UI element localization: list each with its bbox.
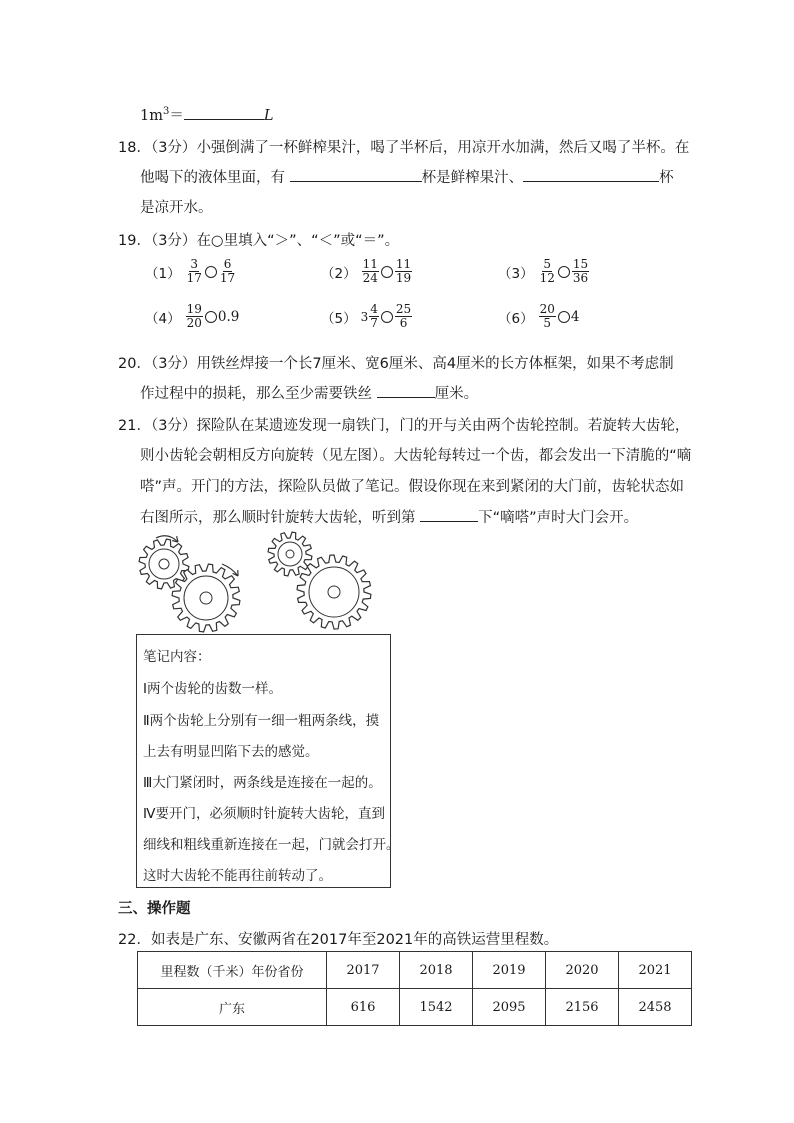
q19-item-1: （1） $\frac{3}{17}$ $\frac{6}{17}$: [145, 257, 236, 285]
q19-line1: [118, 229, 399, 250]
q21-line2: 则小齿轮会朝相反方向旋转（见左图）。大齿轮每转过一个齿，都会发出一下清脆的“嘀: [140, 448, 692, 464]
q20-answer-blank[interactable]: [377, 383, 435, 398]
q21-number: 21．: [118, 418, 151, 434]
q22-text: 如表是广东、安徽两省在2017年至2021年的高铁运营里程数。: [150, 932, 559, 948]
q18-juice-blank[interactable]: [290, 167, 422, 182]
notes-item-4b: 细线和粗线重新连接在一起，门就会打开。: [143, 837, 400, 853]
year-header: 2018: [400, 952, 473, 989]
q18-text: 小强倒满了一杯鲜榨果汁，喝了半杯后，用凉开水加满，然后又喝了半杯。在: [196, 140, 690, 156]
q21-text: 探险队在某遗迹发现一扇铁门，门的开与关由两个齿轮控制。若旋转大齿轮，: [196, 418, 690, 434]
q17-answer-blank[interactable]: [184, 105, 264, 120]
table-corner-header: 里程数（千米）年份省份: [138, 952, 327, 989]
q22-line1: [118, 928, 558, 949]
q19-score: （3分）: [150, 233, 197, 249]
large-gear-icon: [297, 555, 371, 629]
notes-item-2a: Ⅱ两个齿轮上分别有一细一粗两条线，摸: [143, 713, 380, 729]
q19-item-6: （6） $\frac{20}{5}$ 4: [498, 302, 580, 330]
q20-number: 20．: [118, 356, 151, 372]
q22-number: 22．: [118, 932, 151, 948]
fraction: $\frac{6}{17}$: [219, 257, 236, 285]
q20-line2: 作过程中的损耗，那么至少需要铁丝 厘米。: [140, 382, 478, 403]
q17-equals: ＝: [169, 108, 184, 124]
gears-illustration: [134, 530, 374, 634]
table-header-row: [138, 952, 692, 989]
q20-score: （3分）: [150, 356, 197, 372]
fraction: $\frac{15}{36}$: [572, 257, 589, 285]
q18-line1: [118, 136, 689, 157]
q21-answer-blank[interactable]: [420, 507, 478, 522]
q21-line4: 右图所示，那么顺时针旋转大齿轮，听到第 下“嘀嗒”声时大门会开。: [140, 506, 638, 527]
value-cell: 616: [327, 989, 400, 1026]
notes-item-3: Ⅲ大门紧闭时，两条线是连接在一起的。: [143, 775, 382, 791]
compare-circle[interactable]: [381, 311, 393, 323]
fraction: $\frac{11}{24}$: [362, 257, 378, 285]
year-header: 2017: [327, 952, 400, 989]
compare-circle[interactable]: [558, 311, 570, 323]
q19-item-2: （2） $\frac{11}{24}$ $\frac{11}{19}$: [321, 257, 412, 285]
compare-circle[interactable]: [205, 266, 217, 278]
fraction: $\frac{25}{6}$: [395, 302, 412, 330]
q18-score: （3分）: [150, 140, 197, 156]
q19-item-5: （5） 3 $\frac{4}{7}$ $\frac{25}{6}$: [321, 302, 412, 330]
fraction: $\frac{19}{20}$: [186, 302, 202, 330]
compare-circle[interactable]: [205, 311, 217, 323]
q18-number: 18．: [118, 140, 151, 156]
large-gear-icon: [172, 564, 240, 632]
q21-line3: 嗒”声。开门的方法，探险队员做了笔记。假设你现在来到紧闭的大门前，齿轮状态如: [140, 479, 685, 495]
compare-circle[interactable]: [381, 266, 393, 278]
notes-item-4c: 这时大齿轮不能再往前转动了。: [143, 868, 332, 884]
year-header: 2019: [473, 952, 546, 989]
small-gear-icon: [268, 532, 312, 576]
province-cell: 广东: [138, 989, 327, 1026]
q18-line2: 他喝下的液体里面，有 杯是鲜榨果汁、 杯: [140, 166, 674, 187]
value-cell: 2095: [473, 989, 546, 1026]
q17-tail: [140, 104, 274, 125]
q18-water-blank[interactable]: [523, 167, 659, 182]
q17-unit-prefix: 1m: [140, 108, 163, 124]
table-row: [138, 989, 692, 1026]
q17-unit-exponent: 3: [162, 106, 170, 118]
q19-item-3: （3） $\frac{5}{12}$ $\frac{15}{36}$: [498, 257, 589, 285]
fraction: $\frac{11}{19}$: [395, 257, 412, 285]
q17-unit-l: L: [263, 108, 274, 124]
compare-circle[interactable]: [558, 266, 570, 278]
fraction: $\frac{4}{7}$: [370, 302, 378, 330]
notes-item-1: Ⅰ两个齿轮的齿数一样。: [143, 681, 282, 697]
fraction: $\frac{5}{12}$: [539, 257, 555, 285]
value-cell: 2458: [619, 989, 692, 1026]
section-title: 三、操作题: [118, 901, 191, 917]
rail-mileage-table: [137, 951, 692, 1026]
q18-line3: 是凉开水。: [140, 200, 213, 216]
notes-box: [136, 634, 400, 888]
q21-line1: [118, 414, 689, 435]
q19-number: 19．: [118, 233, 151, 249]
q19-item-4: （4） $\frac{19}{20}$ 0.9: [145, 302, 240, 330]
q19-text: 在○里填入“＞”、“＜”或“＝”。: [196, 233, 400, 249]
notes-item-2b: 上去有明显凹陷下去的感觉。: [143, 744, 319, 760]
q21-score: （3分）: [150, 418, 197, 434]
value-cell: 2156: [546, 989, 619, 1026]
fraction: $\frac{3}{17}$: [186, 257, 202, 285]
year-header: 2021: [619, 952, 692, 989]
value-cell: 1542: [400, 989, 473, 1026]
q20-text: 用铁丝焊接一个长7厘米、宽6厘米、高4厘米的长方体框架，如果不考虑制: [196, 356, 674, 372]
q20-line1: [118, 352, 674, 373]
notes-title: 笔记内容：: [143, 649, 211, 665]
year-header: 2020: [546, 952, 619, 989]
fraction: $\frac{20}{5}$: [539, 302, 555, 330]
notes-item-4a: Ⅳ要开门，必须顺时针旋转大齿轮，直到: [143, 806, 385, 822]
